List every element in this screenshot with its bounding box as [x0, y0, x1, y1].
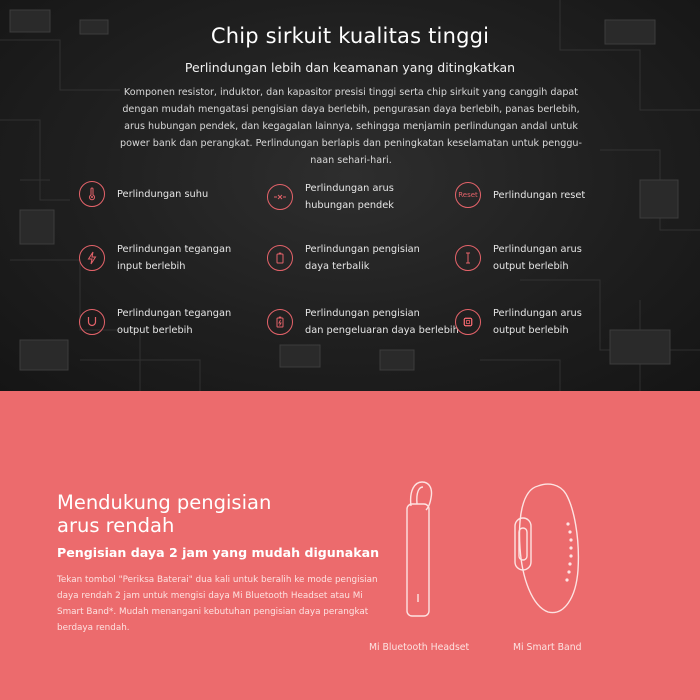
feature-label: Perlindungan pengisian dan pengeluaran daya berlebih [305, 308, 459, 336]
feature-output-overvoltage-protection [79, 305, 231, 339]
feature-overcharge-discharge-protection [267, 305, 459, 339]
feature-temperature-protection [79, 181, 208, 207]
smart-band-icon [508, 478, 588, 618]
lightning-icon [79, 245, 105, 271]
section-subtitle: Perlindungan lebih dan keamanan yang ditingkatkan [184, 60, 516, 75]
low-current-charging-section [0, 391, 700, 700]
chip-icon [455, 309, 481, 335]
reset-icon: Reset [455, 182, 481, 208]
section-title: Chip sirkuit kualitas tinggi [210, 24, 490, 48]
feature-label: Perlindungan tegangan input berlebih [117, 244, 232, 272]
section-description: Komponen resistor, induktor, dan kapasitor presisi tinggi serta chip sirkuit yang canggih dapat dengan mudah mengatasi pengisian daya berlebih, pengurasan daya berlebih, panas berlebih, arus hubungan pendek, dan kegagalan lainnya, sehingga menjamin perlindungan andal untuk power bank dan perangkat. Perlindungan berlapis dan peningkatan keselamatan untuk penggu-naan sehari-hari. [120, 87, 582, 166]
feature-input-overvoltage-protection [79, 241, 231, 275]
feature-short-circuit-protection [267, 180, 394, 214]
smart-band-label: Mi Smart Band [513, 642, 582, 653]
feature-reverse-charge-protection [267, 241, 420, 275]
feature-label: Perlindungan pengisian daya terbalik [305, 244, 420, 272]
feature-label: Perlindungan arus output berlebih [493, 244, 582, 272]
low-current-subtitle: Pengisian daya 2 jam yang mudah digunakan [57, 545, 380, 560]
short-circuit-icon [267, 184, 293, 210]
feature-label: Perlindungan suhu [117, 188, 209, 200]
thermometer-icon [79, 181, 105, 207]
headset-label: Mi Bluetooth Headset [369, 642, 470, 653]
feature-label: Perlindungan reset [493, 189, 586, 201]
low-current-title: Mendukung pengisian arus rendah [57, 491, 272, 537]
feature-output-overcurrent-protection-2 [455, 305, 582, 339]
feature-reset-protection [455, 182, 585, 208]
feature-label: Perlindungan arus hubungan pendek [305, 183, 394, 211]
low-current-description: Tekan tombol "Periksa Baterai" dua kali untuk beralih ke mode pengisian daya rendah 2 jam untuk mengisi daya Mi Bluetooth Headset atau Mi Smart Band*. Mudah menangani kebutuhan pengisian daya perangkat berdaya rendah. [57, 575, 378, 633]
battery-icon [267, 245, 293, 271]
battery-charge-icon [267, 309, 293, 335]
feature-output-overcurrent-protection [455, 241, 582, 275]
magnet-icon [79, 309, 105, 335]
feature-label: Perlindungan tegangan output berlebih [117, 308, 232, 336]
current-icon [455, 245, 481, 271]
headset-icon [395, 478, 445, 618]
feature-label: Perlindungan arus output berlebih [493, 308, 582, 336]
